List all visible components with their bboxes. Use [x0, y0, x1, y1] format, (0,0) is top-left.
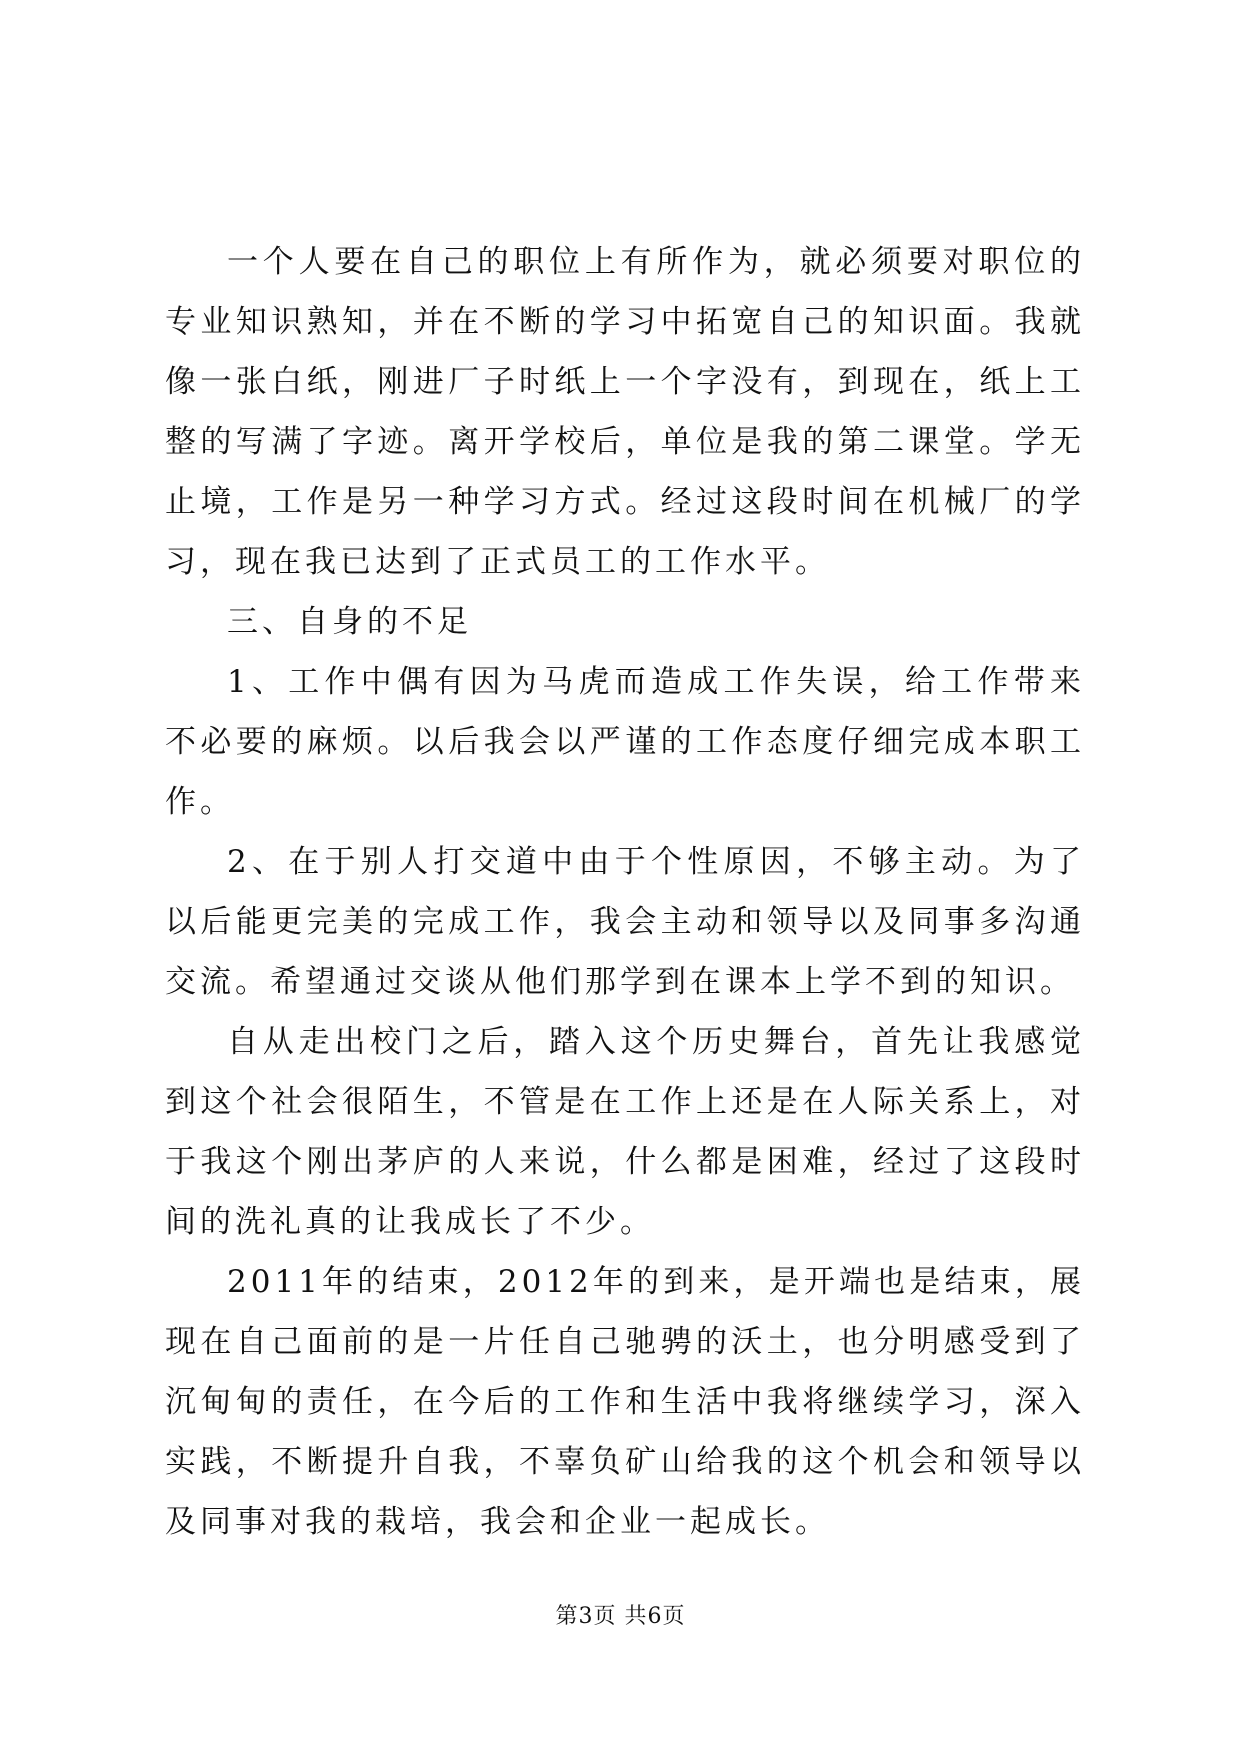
- document-body: [165, 232, 1085, 1552]
- page-number-footer: 第3页 共6页: [555, 1604, 686, 1629]
- paragraph-learning: 一个人要在自己的职位上有所作为，就必须要对职位的专业知识熟知，并在不断的学习中拓宽自己的知识面。我就像一张白纸，刚进厂子时纸上一个字没有，到现在，纸上工整的写满了字迹。离开学校后，单位是我的第二课堂。学无止境，工作是另一种学习方式。经过这段时间在机械厂的学习，现在我已达到了正式员工的工作水平。: [165, 244, 1085, 580]
- section-heading-shortcomings: 三、自身的不足: [227, 604, 472, 640]
- paragraph-outlook: 2011年的结束，2012年的到来，是开端也是结束，展现在自己面前的是一片任自己驰骋的沃土，也分明感受到了沉甸甸的责任，在今后的工作和生活中我将继续学习，深入实践，不断提升自我，不辜负矿山给我的这个机会和领导以及同事对我的栽培，我会和企业一起成长。: [165, 1264, 1085, 1540]
- paragraph-shortcoming-1: 1、工作中偶有因为马虎而造成工作失误，给工作带来不必要的麻烦。以后我会以严谨的工作态度仔细完成本职工作。: [165, 664, 1085, 820]
- paragraph-shortcoming-2: 2、在于别人打交道中由于个性原因，不够主动。为了以后能更完美的完成工作，我会主动和领导以及同事多沟通交流。希望通过交谈从他们那学到在课本上学不到的知识。: [165, 844, 1085, 1000]
- paragraph-reflection: 自从走出校门之后，踏入这个历史舞台，首先让我感觉到这个社会很陌生，不管是在工作上还是在人际关系上，对于我这个刚出茅庐的人来说，什么都是困难，经过了这段时间的洗礼真的让我成长了不少。: [165, 1024, 1085, 1240]
